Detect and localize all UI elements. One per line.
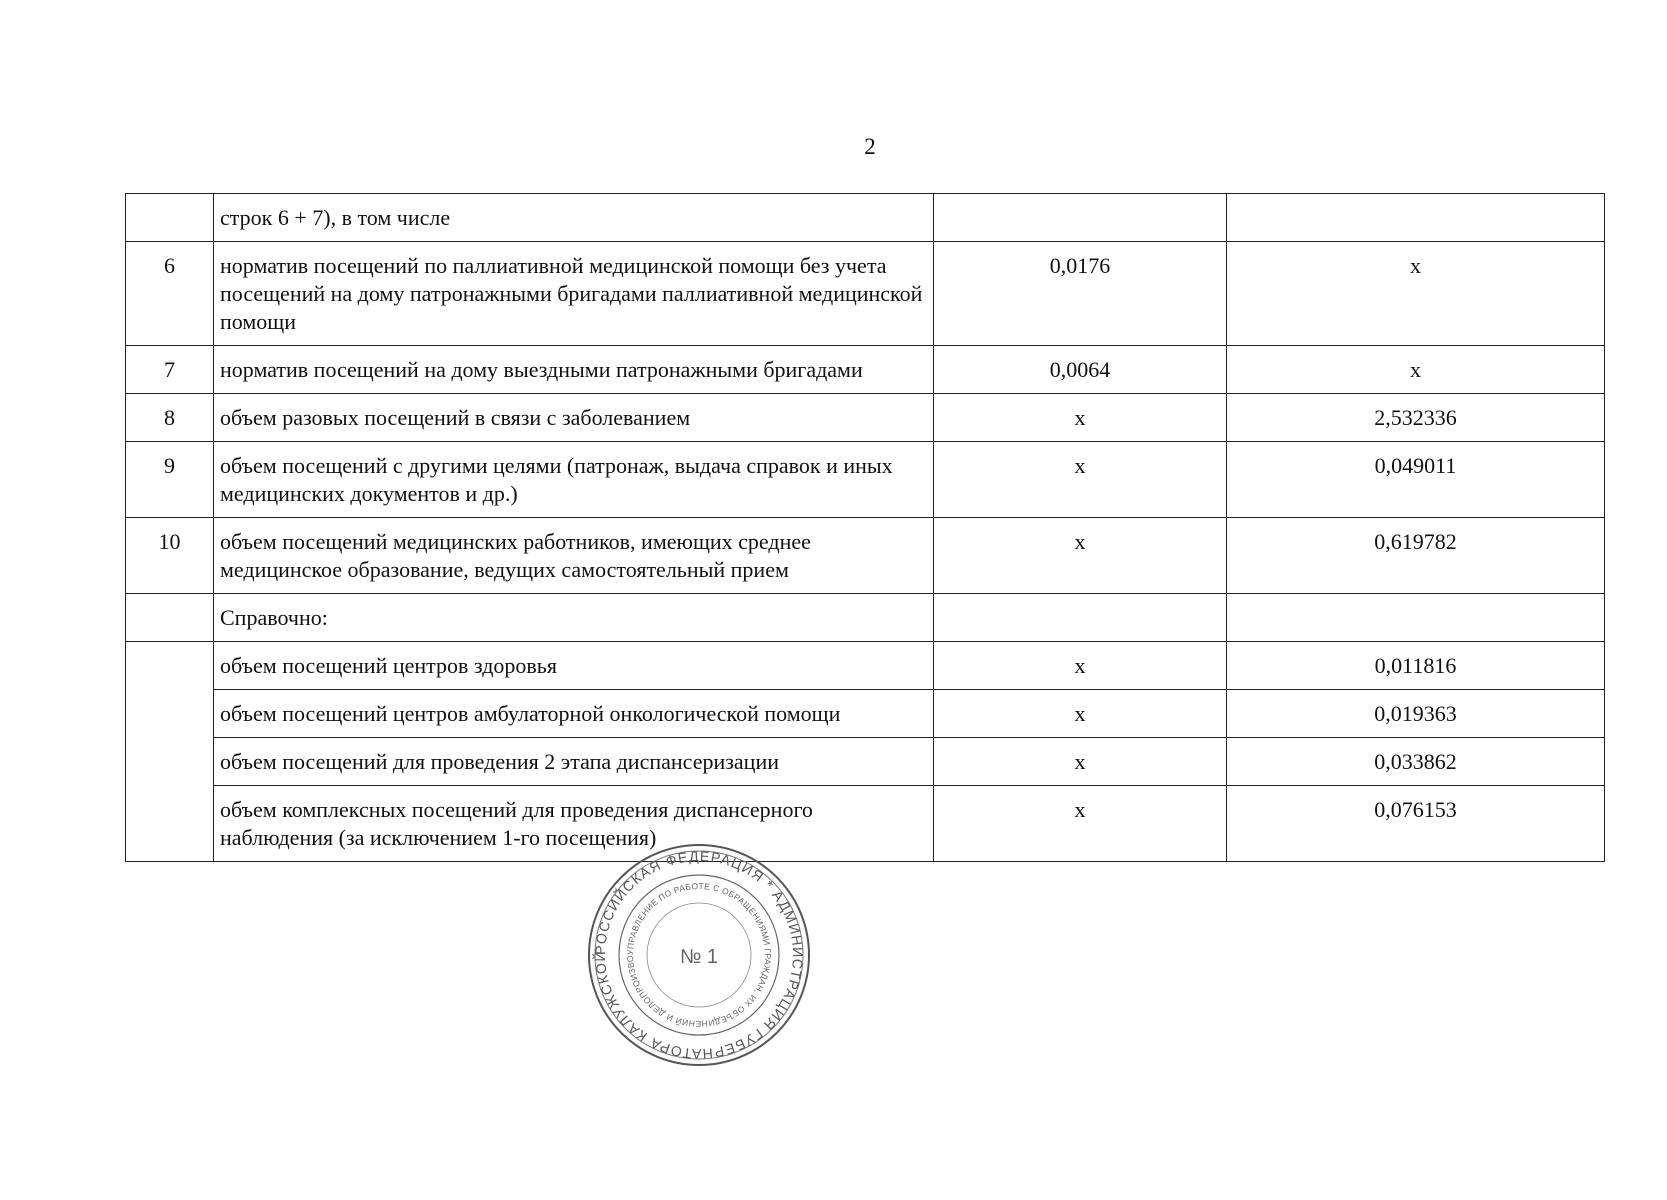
stamp-seal	[586, 842, 812, 1068]
table-row	[126, 642, 1605, 690]
row-value-2	[1227, 194, 1605, 242]
row-value-1: х	[934, 394, 1227, 442]
row-value-2: 0,033862	[1227, 738, 1605, 786]
row-value-1: 0,0064	[934, 346, 1227, 394]
row-number: 7	[126, 346, 214, 394]
row-value-2	[1227, 594, 1605, 642]
row-number: 6	[126, 242, 214, 346]
row-value-1: х	[934, 738, 1227, 786]
table-row	[126, 518, 1605, 594]
row-value-2: 0,049011	[1227, 442, 1605, 518]
page-number: 2	[864, 134, 876, 159]
row-value-2: 0,019363	[1227, 690, 1605, 738]
row-description: объем посещений центров здоровья	[214, 642, 934, 690]
stamp-outer-text: РОССИЙСКАЯ ФЕДЕРАЦИЯ * АДМИНИСТРАЦИЯ ГУБЕРНАТОРА КАЛУЖСКОЙ	[591, 847, 807, 1063]
row-description: объем посещений медицинских работников, имеющих среднее медицинское образование, ведущих самостоятельный прием	[214, 518, 934, 594]
row-description: норматив посещений по паллиативной медицинской помощи без учета посещений на дому патронажными бригадами паллиативной медицинской помощи	[214, 242, 934, 346]
row-description: Справочно:	[214, 594, 934, 642]
table-row	[126, 394, 1605, 442]
table-row	[126, 242, 1605, 346]
row-description: объем комплексных посещений для проведения диспансерного наблюдения (за исключением 1-го посещения)	[214, 786, 934, 862]
stamp-center-number: № 1	[679, 946, 719, 968]
row-value-2: 0,011816	[1227, 642, 1605, 690]
table-row	[126, 594, 1605, 642]
row-value-2: 2,532336	[1227, 394, 1605, 442]
row-description: объем посещений центров амбулаторной онкологической помощи	[214, 690, 934, 738]
row-value-1: х	[934, 690, 1227, 738]
row-value-2: 0,076153	[1227, 786, 1605, 862]
row-number	[126, 194, 214, 242]
row-description: объем разовых посещений в связи с заболеванием	[214, 394, 934, 442]
row-description: строк 6 + 7), в том числе	[214, 194, 934, 242]
table-row	[126, 194, 1605, 242]
reference-number-cell	[126, 642, 214, 862]
row-value-1: х	[934, 518, 1227, 594]
table-row	[126, 346, 1605, 394]
row-description: норматив посещений на дому выездными патронажными бригадами	[214, 346, 934, 394]
table-row	[126, 690, 1605, 738]
official-stamp	[586, 842, 812, 1068]
stamp-inner-text: УПРАВЛЕНИЕ ПО РАБОТЕ С ОБРАЩЕНИЯМИ ГРАЖДАН, ИХ ОБЪЕДИНЕНИЙ И ДЕЛОПРОИЗВО	[624, 880, 774, 1030]
row-value-1: 0,0176	[934, 242, 1227, 346]
row-description: объем посещений с другими целями (патронаж, выдача справок и иных медицинских документов и др.)	[214, 442, 934, 518]
row-value-1: х	[934, 786, 1227, 862]
row-number	[126, 594, 214, 642]
row-description: объем посещений для проведения 2 этапа диспансеризации	[214, 738, 934, 786]
row-value-2: 0,619782	[1227, 518, 1605, 594]
row-value-1: х	[934, 442, 1227, 518]
row-number: 9	[126, 442, 214, 518]
table-row	[126, 442, 1605, 518]
row-value-2: х	[1227, 242, 1605, 346]
data-table	[125, 193, 1605, 862]
table-row	[126, 738, 1605, 786]
row-number: 10	[126, 518, 214, 594]
row-value-1: х	[934, 642, 1227, 690]
table-row	[126, 786, 1605, 862]
row-number: 8	[126, 394, 214, 442]
row-value-2: х	[1227, 346, 1605, 394]
row-value-1	[934, 194, 1227, 242]
row-value-1	[934, 594, 1227, 642]
